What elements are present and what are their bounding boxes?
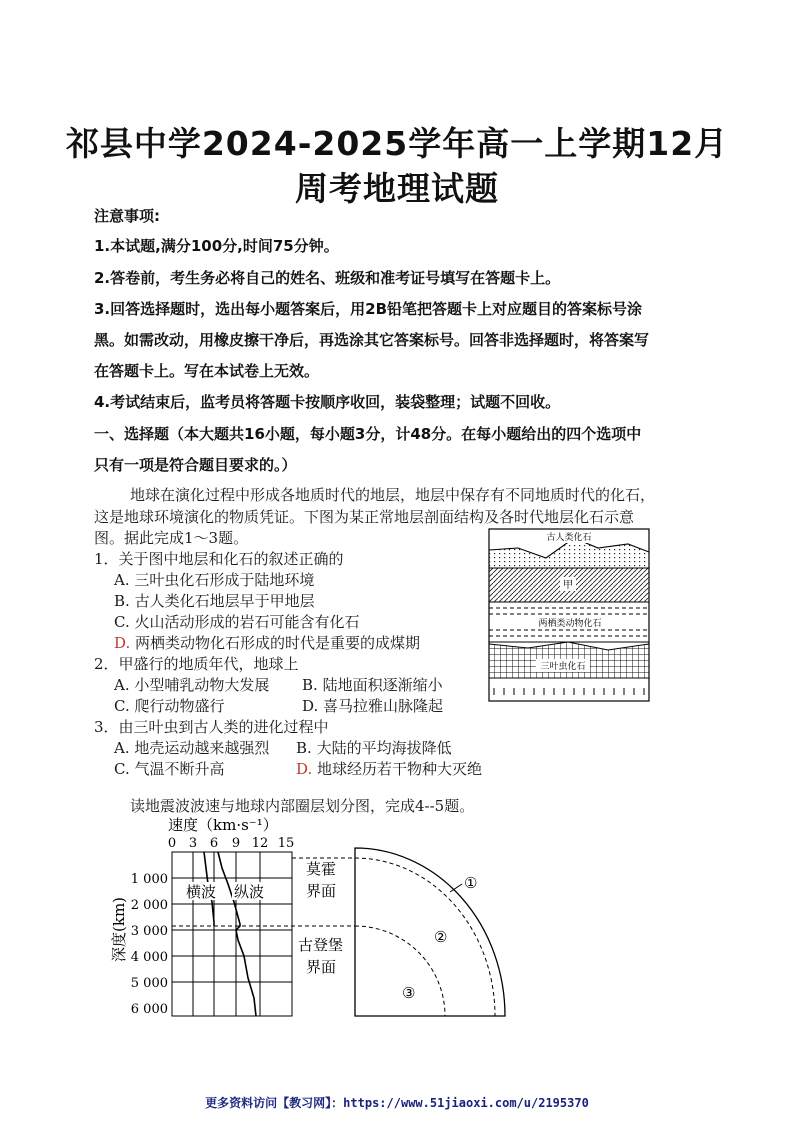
svg-text:15: 15 xyxy=(277,836,295,851)
speed-ticks xyxy=(168,836,294,851)
moho-label-2: 界面 xyxy=(306,882,337,900)
passage2: 读地震波波速与地球内部圈层划分图，完成4--5题。 xyxy=(130,797,475,815)
p-wave-curve xyxy=(218,852,256,1016)
notice-line-1: 1.本试题,满分100分,时间75分钟。 xyxy=(94,237,339,255)
seismic-grid xyxy=(172,852,292,1016)
q2-option-c: C. 爬行动物盛行 xyxy=(114,697,225,715)
page-title-line2: 周考地理试题 xyxy=(295,169,499,208)
svg-text:3 000: 3 000 xyxy=(130,924,168,939)
q2-option-d: D. 喜马拉雅山脉隆起 xyxy=(302,697,444,715)
svg-text:6: 6 xyxy=(209,836,219,851)
earth-quadrant xyxy=(355,848,505,1016)
svg-text:0: 0 xyxy=(167,836,177,851)
q1-option-d: D. 两栖类动物化石形成的时代是重要的成煤期 xyxy=(114,634,421,652)
passage1-line-2: 这是地球环境演化的物质凭证。下图为某正常地层剖面结构及各时代地层化石示意 xyxy=(94,508,635,526)
svg-text:3: 3 xyxy=(188,836,198,851)
svg-text:4 000: 4 000 xyxy=(130,950,168,965)
label-jia: 甲 xyxy=(563,580,573,591)
notice-line-3: 3.回答选择题时，选出每小题答案后，用2B铅笔把答题卡上对应题目的答案标号涂 xyxy=(94,300,643,318)
q2-stem: 2．甲盛行的地质年代，地球上 xyxy=(94,655,299,673)
label-amphibian-fossil: 两栖类动物化石 xyxy=(538,619,602,629)
zone-1-label: ① xyxy=(464,874,478,892)
strata-figure xyxy=(488,528,650,703)
q3-option-a: A. 地壳运动越来越强烈 xyxy=(114,739,270,757)
zone-3-label: ③ xyxy=(402,984,416,1002)
moho-label-1: 莫霍 xyxy=(306,860,337,878)
q1-stem: 1．关于图中地层和化石的叙述正确的 xyxy=(94,550,344,568)
svg-text:2 000: 2 000 xyxy=(130,898,168,913)
svg-text:6 000: 6 000 xyxy=(130,1002,168,1017)
q2-option-b: B. 陆地面积逐渐缩小 xyxy=(302,676,443,694)
passage1-line-3: 图。据此完成1～3题。 xyxy=(94,529,249,547)
q2-option-a: A. 小型哺乳动物大发展 xyxy=(114,676,270,694)
label-human-fossil: 古人类化石 xyxy=(546,533,592,543)
svg-text:12: 12 xyxy=(251,836,269,851)
page-title-line1: 祁县中学2024-2025学年高一上学期12月 xyxy=(65,124,729,163)
notice-line-5: 在答题卡上。写在本试卷上无效。 xyxy=(94,362,320,380)
footer-link[interactable]: 更多资料访问【教习网】：https://www.51jiaoxi.com/u/2195370 xyxy=(205,1096,589,1110)
svg-text:1 000: 1 000 xyxy=(130,872,168,887)
passage1-line-1: 地球在演化过程中形成各地质时代的地层，地层中保存有不同地质时代的化石， xyxy=(130,486,656,504)
q1-option-c: C. 火山活动形成的岩石可能含有化石 xyxy=(114,613,360,631)
q3-option-c: C. 气温不断升高 xyxy=(114,760,225,778)
notice-line-4: 黑。如需改动，用橡皮擦干净后，再选涂其它答案标号。回答非选择题时，将答案写 xyxy=(94,331,650,349)
speed-axis-label: 速度（km·s⁻¹） xyxy=(168,816,278,834)
label-trilobite-fossil: 三叶虫化石 xyxy=(540,662,586,672)
gutenberg-label-2: 界面 xyxy=(306,958,337,976)
q1-option-b: B. 古人类化石地层早于甲地层 xyxy=(114,592,315,610)
q3-option-d: D. 地球经历若干物种大灭绝 xyxy=(296,760,483,778)
q3-option-b: B. 大陆的平均海拔降低 xyxy=(296,739,452,757)
gutenberg-arc xyxy=(355,926,448,1016)
gutenberg-label-1: 古登堡 xyxy=(298,936,344,954)
s-wave-label: 横波 xyxy=(186,883,217,901)
p-wave-label: 纵波 xyxy=(234,883,265,901)
notice-heading: 注意事项: xyxy=(94,207,160,225)
q1-option-a: A. 三叶虫化石形成于陆地环境 xyxy=(114,571,315,589)
zone-2-label: ② xyxy=(434,928,448,946)
svg-text:5 000: 5 000 xyxy=(130,976,168,991)
strata-base-ticks xyxy=(494,688,644,695)
seismic-figure xyxy=(100,812,520,1022)
depth-ticks xyxy=(131,872,168,1017)
section-heading-line-1: 一、选择题（本大题共16小题，每小题3分，计48分。在每小题给出的四个选项中 xyxy=(94,425,642,443)
depth-axis-label: 深度(km) xyxy=(110,896,128,962)
notice-line-6: 4.考试结束后，监考员将答题卡按顺序收回，装袋整理；试题不回收。 xyxy=(94,393,561,411)
notice-line-2: 2.答卷前，考生务必将自己的姓名、班级和准考证号填写在答题卡上。 xyxy=(94,269,561,287)
section-heading-line-2: 只有一项是符合题目要求的。） xyxy=(94,456,297,474)
q3-stem: 3．由三叶虫到古人类的进化过程中 xyxy=(94,718,329,736)
svg-text:9: 9 xyxy=(231,836,241,851)
